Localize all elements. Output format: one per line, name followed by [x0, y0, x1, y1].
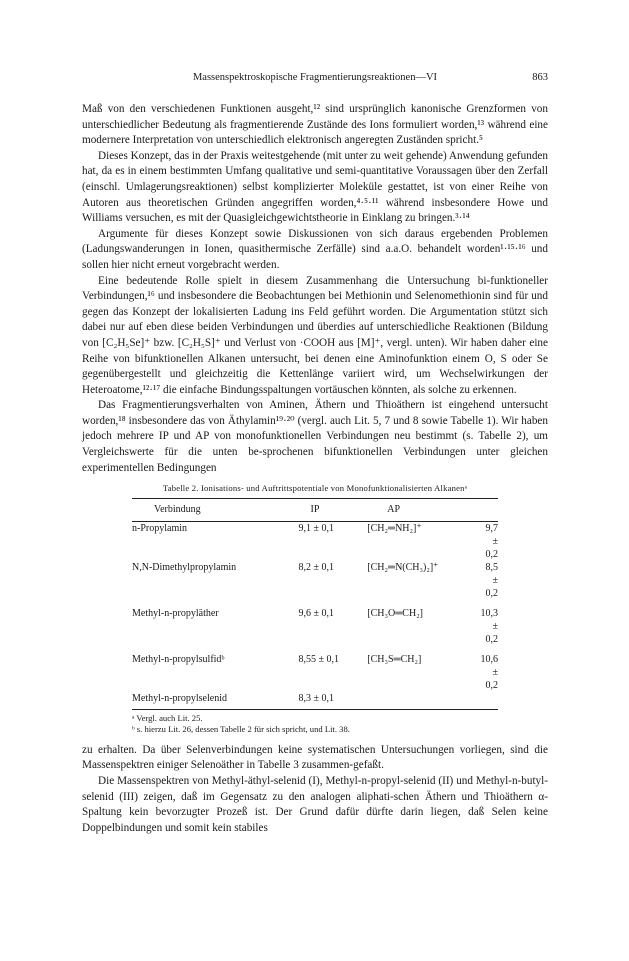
- footnote: ᵃ Vergl. auch Lit. 25.: [132, 712, 203, 723]
- table-cell: [367, 692, 480, 710]
- table-cell: [CH₃S═CH₂]: [367, 653, 422, 665]
- paragraph: Eine bedeutende Rolle spielt in diesem Zusammenhang die Untersuchung bi-funktioneller Verbindungen,¹⁶ und insbesondere die Beobachtungen bei Methionin und Selenomethionin sind für und gegen das Konzept der lokalisierten Ladung ins Feld geführt worden. Die Argumentation stützt sich dabei nur auf eben diese beiden Verbindungen und überdies auf unterschiedliche Reaktionen (Bildung von [C₂H₅Se]⁺ bzw. [C₂H₅S]⁺ und Verlust von ·COOH aus [M]⁺, vergl. unten). Wir haben daher eine Reihe von bifunktionellen Alkanen untersucht, bei denen eine Aminofunktion einem O, S oder Se gegenübergestellt und gleichzeitig die Kettenlänge variiert wird, um Wechselwirkungen der Heteroatome,¹²·¹⁷ die einfache Bindungsspaltungen vortäuschen könnten, als solche zu erkennen.: [82, 274, 548, 396]
- paragraph: Argumente für dieses Konzept sowie Diskussionen von sich daraus ergebenden Problemen (Ladungswanderungen in Ionen, quasithermische Zerfälle) sind a.a.O. behandelt worden¹·¹⁵·¹⁶ und sollen hier nicht erneut vorgebracht werden.: [82, 227, 548, 271]
- paragraph: Das Fragmentierungsverhalten von Aminen, Äthern und Thioäthern ist eingehend untersucht worden,¹⁸ insbesondere das von Äthylamin¹⁹·²⁰ (vergl. auch Lit. 5, 7 und 8 sowie Tabelle 1). Wir haben jedoch mehrere IP und AP von monofunktionellen Verbindungen neu bestimmt (s. Tabelle 2), um Vergleichswerte für die unten be-sprochenen bifunktionellen Verbindungen unter gleichen experimentellen Bedingungen: [82, 399, 548, 474]
- table-row: [132, 521, 498, 561]
- table-cell: 8,3 ± 0,1: [298, 692, 367, 710]
- footnote: ᵇ s. hierzu Lit. 26, dessen Tabelle 2 für sich spricht, und Lit. 38.: [132, 723, 350, 734]
- running-title: Massenspektroskopische Fragmentierungsreaktionen—VI: [192, 72, 438, 83]
- paragraph: Maß von den verschiedenen Funktionen ausgeht,¹² sind ursprünglich kanonische Grenzformen von unterschiedlicher Bedeutung als fragmentierende Zustände des Ions formuliert worden,¹³ während eine modernere Interpretation von unterschiedlich elektronisch angeregten Zuständen spricht.⁵: [82, 103, 548, 147]
- page-number: 863: [532, 72, 548, 83]
- table-label: Tabelle 2.: [162, 483, 199, 494]
- paragraph: Die Massenspektren von Methyl-äthyl-selenid (I), Methyl-n-propyl-selenid (II) und Methyl-n-butyl-selenid (III) zeigen, daß im Gegensatz zu den analogen aliphati-schen Äthern und Thioäthern α-Spaltung kein bevorzugter Prozeß ist. Der Grund dafür dürfte darin liegen, daß Selen keine Doppelbindungen und somit kein stabiles: [82, 775, 548, 834]
- table-caption: [82, 483, 548, 494]
- table-cell: [CH₂═N(CH₃)₂]⁺: [367, 561, 439, 573]
- column-header-ip: IP: [298, 499, 367, 522]
- table-cell: 8,2 ± 0,1: [298, 561, 334, 573]
- table-cell: [CH₃O═CH₂]: [367, 607, 424, 619]
- table-cell: 8,55 ± 0,1: [298, 653, 339, 665]
- table-cell: N,N-Dimethylpropylamin: [132, 561, 237, 573]
- table-cell: 9,1 ± 0,1: [298, 522, 334, 534]
- paragraph: Dieses Konzept, das in der Praxis weitestgehende (mit unter zu weit gehende) Anwendung gefunden hat, da es in einem bestimmten Umfang qualitative und semi-quantitative Voraussagen über den Zerfall (einschl. Umlagerungsreaktionen) selbst komplizierter Moleküle gestattet, ist von einer Reihe von Autoren aus theoretischen Gründen angegriffen worden,⁴·⁵·¹¹ während insbesondere Howe und Williams versuchen, es mit der Quasigleichgewichtstheorie in Einklang zu bringen.³·¹⁴: [82, 149, 548, 225]
- table-header-row: [132, 499, 498, 522]
- table-cell: [CH₂═NH₂]⁺: [367, 522, 422, 534]
- table-title: Ionisations- und Auftrittspotentiale von Monofunktionalisierten Alkanenᵃ: [200, 483, 468, 494]
- column-header-ap: AP: [367, 499, 480, 522]
- table-row: [132, 646, 498, 692]
- column-header-verbindung: Verbindung: [132, 499, 298, 522]
- table-cell: 9,7 ± 0,2: [485, 522, 498, 560]
- table-row: [132, 600, 498, 646]
- paragraph: zu erhalten. Da über Selenverbindungen keine systematischen Untersuchungen vorliegen, sind die Massenspektren einiger Selenoäther in Tabelle 3 zusammen-gefaßt.: [82, 743, 548, 772]
- table-cell: 10,3 ± 0,2: [480, 607, 498, 645]
- running-header: [82, 72, 548, 88]
- table-cell: Methyl-n-propyläther: [132, 607, 219, 619]
- table-cell: n-Propylamin: [132, 522, 187, 534]
- data-table: [132, 498, 498, 710]
- column-header-ap-value: [481, 499, 499, 522]
- table-cell: 9,6 ± 0,1: [298, 607, 334, 619]
- table-row: [132, 561, 498, 600]
- table-cell: 10,6 ± 0,2: [480, 653, 498, 691]
- table-cell: [481, 692, 499, 710]
- body-text: [82, 102, 548, 836]
- table-row: [132, 692, 498, 710]
- table-cell: 8,5 ± 0,2: [485, 561, 498, 599]
- table-cell: Methyl-n-propylsulfidᵇ: [132, 653, 225, 665]
- table-footnotes: [132, 713, 548, 735]
- table-cell: Methyl-n-propylselenid: [132, 692, 298, 710]
